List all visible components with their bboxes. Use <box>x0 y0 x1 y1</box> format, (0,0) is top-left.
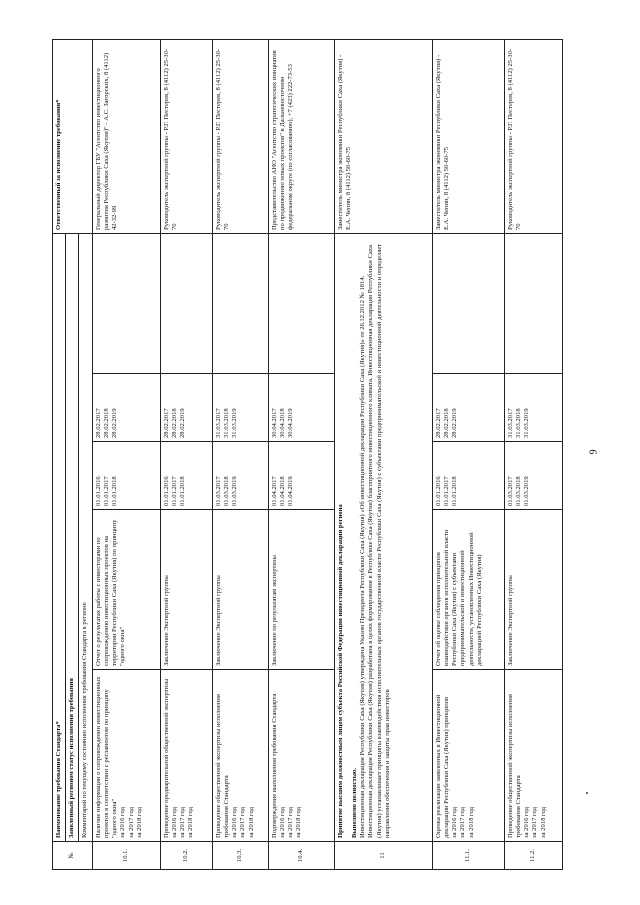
end-date: 31.03.2017 31.03.2018 31.03.2019 <box>504 374 562 442</box>
spacer-cell <box>432 234 504 374</box>
result-document: Заключение Экспертной группы <box>504 510 562 670</box>
section-status: Выполнено полностью. <box>350 768 358 838</box>
end-date: 30.04.2017 30.04.2018 30.04.2019 <box>268 374 334 442</box>
row-number: 10.3. <box>212 842 268 870</box>
table-row <box>268 40 334 870</box>
end-date: 28.02.2017 28.02.2018 28.02.2019 <box>160 374 212 442</box>
section-title <box>334 234 432 842</box>
section-responsible: Заместитель министра экономики Республики Саха (Якутия) - Е.А. Чепин, 8 (4112) 50-60-75 <box>334 40 432 234</box>
result-document: Заключение Экспертной группы <box>160 510 212 670</box>
requirement-name: Подтверждение выполнения требования Стандарта за 2016 год за 2017 год за 2018 год <box>268 670 334 842</box>
requirement-name: Наличие информации о сопровождении инвестиционных проектов в соответствии с регламентом по принципу "одного окна" за 2016 год за 2017 год за 2018 год <box>92 670 160 842</box>
responsible-person: Руководитель экспертной группы - Р.Г. Пестерев, 8 (4112) 25-30-70 <box>160 40 212 234</box>
responsible-person: Представительство АНО "Агентство стратегических инициатив по продвижению новых проектов" в Дальневосточном федеральном округе (по согласованию), +7 (423) 222-73-53 <box>268 40 334 234</box>
row-number: 10.1. <box>92 842 160 870</box>
start-date: 01.04.2017 01.04.2018 01.04.2019 <box>268 442 334 510</box>
row-number: 10.2. <box>160 842 212 870</box>
section-title-text: Принятие высшим должностным лицом субъекта Российской Федерации инвестиционной декларации региона <box>336 504 344 838</box>
table-row <box>504 40 562 870</box>
responsible-person: Генеральный директор ГБУ "Агентство инвестиционного развития Республики Саха (Якутия)" - А.С. Загорских, 8 (4112) 42-32-99 <box>92 40 160 234</box>
row-number: 11.1. <box>432 842 504 870</box>
status-header: Заявленный регионом статус исполнения требования <box>66 234 79 842</box>
row-number: 11.2. <box>504 842 562 870</box>
header-row <box>53 40 66 870</box>
page-number: 9 <box>588 449 600 455</box>
spacer-cell <box>160 234 212 374</box>
requirement-name: Проведение общественной экспертизы исполнения требования Стандарта за 2016 год за 2017 год за 2018 год <box>504 670 562 842</box>
requirement-name: Проведение предварительной общественной экспертизы за 2016 год за 2017 год за 2018 год <box>160 670 212 842</box>
table-row <box>160 40 212 870</box>
comment-header: Комментарий по текущему состоянию исполнения требования Стандарта в регионе <box>79 234 92 842</box>
requirements-table <box>52 39 563 870</box>
responsible-person: Заместитель министра экономики Республики Саха (Якутия) - Е.А. Чепин, 8 (4112) 50-60-75 <box>432 40 504 234</box>
section-comment: Инвестиционная декларация Республики Саха (Якутия) утверждена Указом Президента Республики Саха (Якутия) «Об инвестиционной декларации Республики Саха (Якутия)» от 26.12.2012 № 1814. Инвестиционная декларация Республики Саха (Якутия) разработана в целях формирования в Республике Саха (Якутия) благоприятного инвестиционного климата. Инвестиционная декларация Республики Саха (Якутия) устанавливает принципы взаимодействия исполнительных органов государственной власти Республики Саха (Якутия) с субъектами предпринимательской и инвестиционной деятельности и определяет направления обеспечения и защиты прав инвесторов <box>359 243 391 838</box>
table-row <box>212 40 268 870</box>
spacer-cell <box>268 234 334 374</box>
responsible-person: Руководитель экспертной группы - Р.Г. Пестерев, 8 (4112) 25-30-70 <box>212 40 268 234</box>
rotated-page-content <box>52 40 577 870</box>
spacer-cell <box>504 234 562 374</box>
table-row <box>432 40 504 870</box>
spacer-cell <box>92 234 160 374</box>
start-date: 01.01.2016 01.01.2017 01.01.2018 <box>160 442 212 510</box>
result-document: Заключение по результатам экспертизы <box>268 510 334 670</box>
result-document: Отчет о результатах работы с инвесторами по сопровождению инвестиционных проектов на территории Республики Саха (Якутия) по принципу "одного окна" <box>92 510 160 670</box>
result-document: Заключение Экспертной группы <box>212 510 268 670</box>
result-document: Отчет об оценке соблюдения принципов взаимодействия органов исполнительной власти Республики Саха (Якутия) с субъектами предпринимательской и инвестиционной деятельности, установленных Инвестиционной декларацией Республики Саха (Якутия) <box>432 510 504 670</box>
section-number: 11 <box>334 842 432 870</box>
start-date: 01.03.2017 01.03.2018 01.03.2019 <box>504 442 562 510</box>
section-row <box>334 40 432 870</box>
table-body <box>92 40 562 870</box>
requirement-name: Оценка реализации заявленных в Инвестиционной декларации Республики Саха (Якутия) принципов за 2016 год за 2017 год за 2018 год <box>432 670 504 842</box>
col-responsible-header: Ответственный за исполнение требования* <box>53 40 93 234</box>
table-row <box>92 40 160 870</box>
start-date: 01.03.2017 01.03.2018 01.03.2019 <box>212 442 268 510</box>
end-date: 31.03.2017 31.03.2018 31.03.2019 <box>212 374 268 442</box>
col-num-header: № <box>53 842 93 870</box>
spacer-cell <box>212 234 268 374</box>
start-date: 01.01.2016 01.01.2017 01.01.2018 <box>432 442 504 510</box>
col-name-header: Наименование требования Стандарта* <box>53 234 66 842</box>
row-number: 10.4. <box>268 842 334 870</box>
responsible-person: Руководитель экспертной группы - Р.Г. Пестерев, 8 (4112) 25-30-70 <box>504 40 562 234</box>
scan-speck <box>586 792 588 794</box>
start-date: 01.01.2016 01.01.2017 01.01.2018 <box>92 442 160 510</box>
end-date: 28.02.2017 28.02.2018 28.02.2019 <box>432 374 504 442</box>
requirement-name: Проведение общественной экспертизы исполнения требования Стандарта за 2016 год за 2017 год за 2018 год <box>212 670 268 842</box>
end-date: 28.02.2017 28.02.2018 28.02.2019 <box>92 374 160 442</box>
